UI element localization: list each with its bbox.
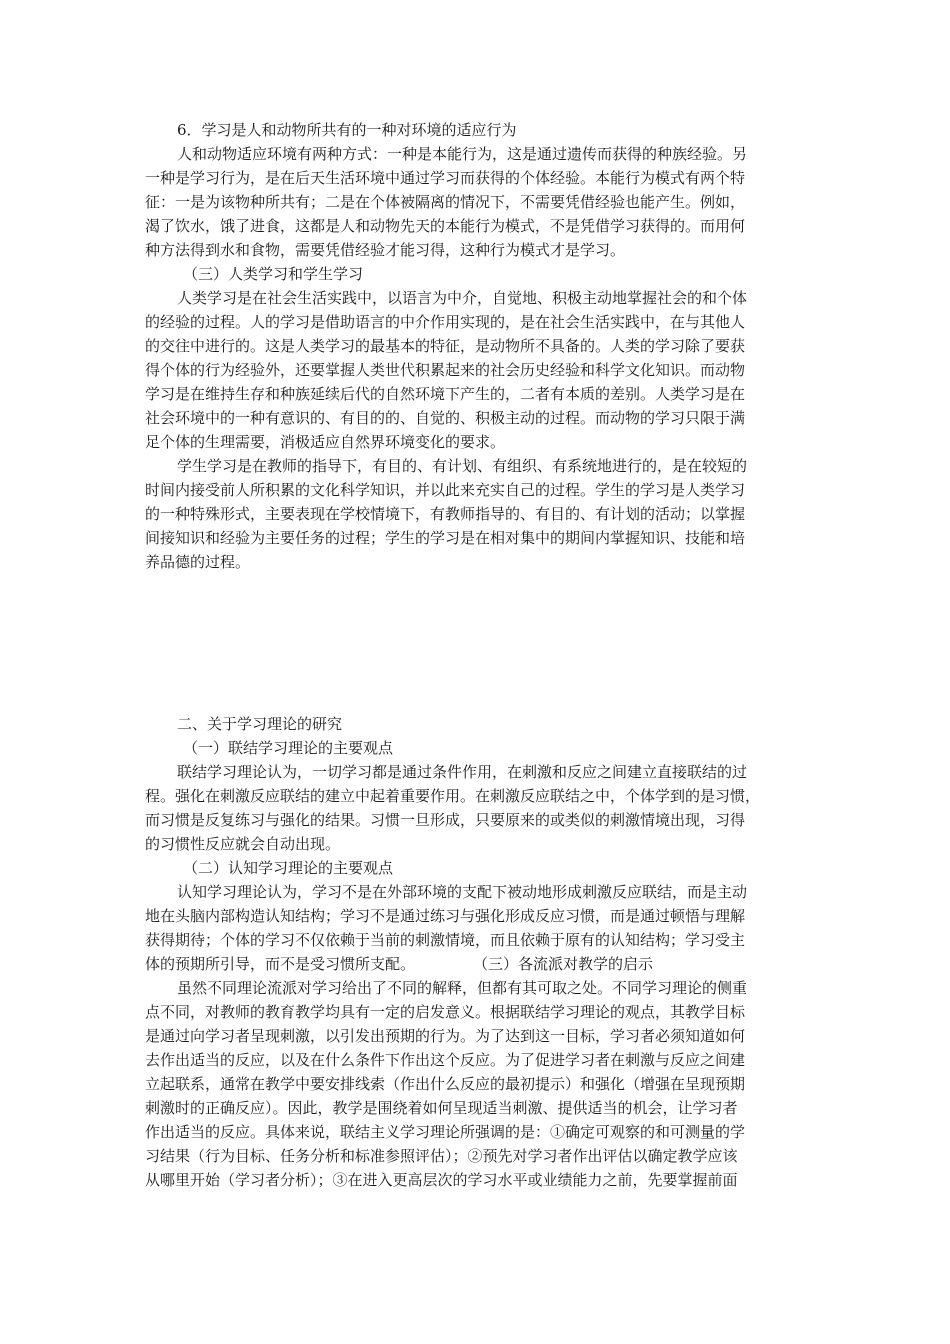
paragraph-line: 习结果（行为目标、任务分析和标准参照评估）；②预先对学习者作出评估以确定教学应该 — [145, 1147, 738, 1165]
paragraph-line-end: 体的预期所引导，而不是受习惯所支配。 — [145, 955, 416, 973]
paragraph-line: 间接知识和经验为主要任务的过程；学生的学习是在相对集中的期间内掌握知识、技能和培 — [145, 529, 746, 547]
paragraph-line: 认知学习理论认为，学习不是在外部环境的支配下被动地形成刺激反应联结，而是主动 — [177, 883, 748, 901]
paragraph-line: 时间内接受前人所积累的文化科学知识，并以此来充实自己的过程。学生的学习是人类学习 — [145, 481, 746, 499]
paragraph-line: 人类学习是在社会生活实践中，以语言为中介，自觉地、积极主动地掌握社会的和个体 — [177, 289, 748, 307]
paragraph-line: 的习惯性反应就会自动出现。 — [145, 835, 341, 853]
subheading-connectionism: （一）联结学习理论的主要观点 — [183, 739, 394, 757]
paragraph-line: 学习是在维持生存和种族延续后代的自然环境下产生的，二者有本质的差别。人类学习是在 — [145, 385, 746, 403]
paragraph-line: 征：一是为该物种所共有；二是在个体被隔离的情况下，不需要凭借经验也能产生。例如， — [145, 193, 746, 211]
paragraph-line — [145, 952, 805, 976]
paragraph-line: 社会环境中的一种有意识的、有目的的、自觉的、积极主动的过程。而动物的学习只限于满 — [145, 409, 746, 427]
paragraph-line: 获得期待；个体的学习不仅依赖于当前的刺激情境，而且依赖于原有的认知结构；学习受主 — [145, 931, 746, 949]
section-learning-theory — [145, 712, 805, 1192]
paragraph-line: 一种是学习行为，是在后天生活环境中通过学习而获得的个体经验。本能行为模式有两个特 — [145, 169, 746, 187]
paragraph-line: 去作出适当的反应，以及在什么条件下作出这个反应。为了促进学习者在刺激与反应之间建 — [145, 1051, 746, 1069]
paragraph-line: 学生学习是在教师的指导下，有目的、有计划、有组织、有系统地进行的，是在较短的 — [177, 457, 748, 475]
paragraph-line: 程。强化在刺激反应联结的建立中起着重要作用。在刺激反应联结之中，个体学到的是习惯， — [145, 787, 761, 805]
paragraph-line: 养品德的过程。 — [145, 553, 251, 571]
paragraph-line: 得个体的行为经验外，还要掌握人类世代积累起来的社会历史经验和科学文化知识。而动物 — [145, 361, 746, 379]
paragraph-line: 联结学习理论认为，一切学习都是通过条件作用，在刺激和反应之间建立直接联结的过 — [177, 763, 748, 781]
paragraph-line: 而习惯是反复练习与强化的结果。习惯一旦形成，只要原来的或类似的刺激情境出现，习得 — [145, 811, 746, 829]
paragraph-line: 的交往中进行的。这是人类学习的最基本的特征，是动物所不具备的。人类的学习除了要获 — [145, 337, 746, 355]
paragraph-line: 虽然不同理论流派对学习给出了不同的解释，但都有其可取之处。不同学习理论的侧重 — [177, 979, 748, 997]
paragraph-line: 种方法得到水和食物，需要凭借经验才能习得，这种行为模式才是学习。 — [145, 241, 626, 259]
paragraph-line: 从哪里开始（学习者分析）；③在进入更高层次的学习水平或业绩能力之前，先要掌握前面 — [145, 1171, 738, 1189]
paragraph-line: 作出适当的反应。具体来说，联结主义学习理论所强调的是：①确定可观察的和可测量的学 — [145, 1123, 746, 1141]
section-learning-nature — [145, 118, 805, 574]
paragraph-line: 足个体的生理需要，消极适应自然界环境变化的要求。 — [145, 433, 506, 451]
heading-item-6: 6．学习是人和动物所共有的一种对环境的适应行为 — [177, 121, 517, 139]
paragraph-line: 地在头脑内部构造认知结构；学习不是通过练习与强化形成反应习惯，而是通过顿悟与理解 — [145, 907, 746, 925]
paragraph-line: 点不同，对教师的教育教学均具有一定的启发意义。根据联结学习理论的观点，其教学目标 — [145, 1003, 746, 1021]
paragraph-line: 的一种特殊形式，主要表现在学校情境下，有教师指导的、有目的、有计划的活动；以掌握 — [145, 505, 746, 523]
section-heading: 二、关于学习理论的研究 — [177, 715, 343, 733]
paragraph-line: 的经验的过程。人的学习是借助语言的中介作用实现的，是在社会生活实践中，在与其他人 — [145, 313, 746, 331]
paragraph-line: 人和动物适应环境有两种方式：一种是本能行为，这是通过遗传而获得的种族经验。另 — [177, 145, 748, 163]
paragraph-line: 刺激时的正确反应）。因此，教学是围绕着如何呈现适当刺激、提供适当的机会，让学习者 — [145, 1099, 738, 1117]
subheading-implications: （三）各流派对教学的启示 — [473, 955, 654, 973]
subheading-cognitive: （二）认知学习理论的主要观点 — [183, 859, 394, 877]
paragraph-line: 渴了饮水，饿了进食，这都是人和动物先天的本能行为模式，不是凭借学习获得的。而用何 — [145, 217, 746, 235]
paragraph-line: 立起联系，通常在教学中要安排线索（作出什么反应的最初提示）和强化（增强在呈现预期 — [145, 1075, 746, 1093]
paragraph-line: 是通过向学习者呈现刺激，以引发出预期的行为。为了达到这一目标，学习者必须知道如何 — [145, 1027, 746, 1045]
subheading-human-learning: （三）人类学习和学生学习 — [183, 265, 364, 283]
